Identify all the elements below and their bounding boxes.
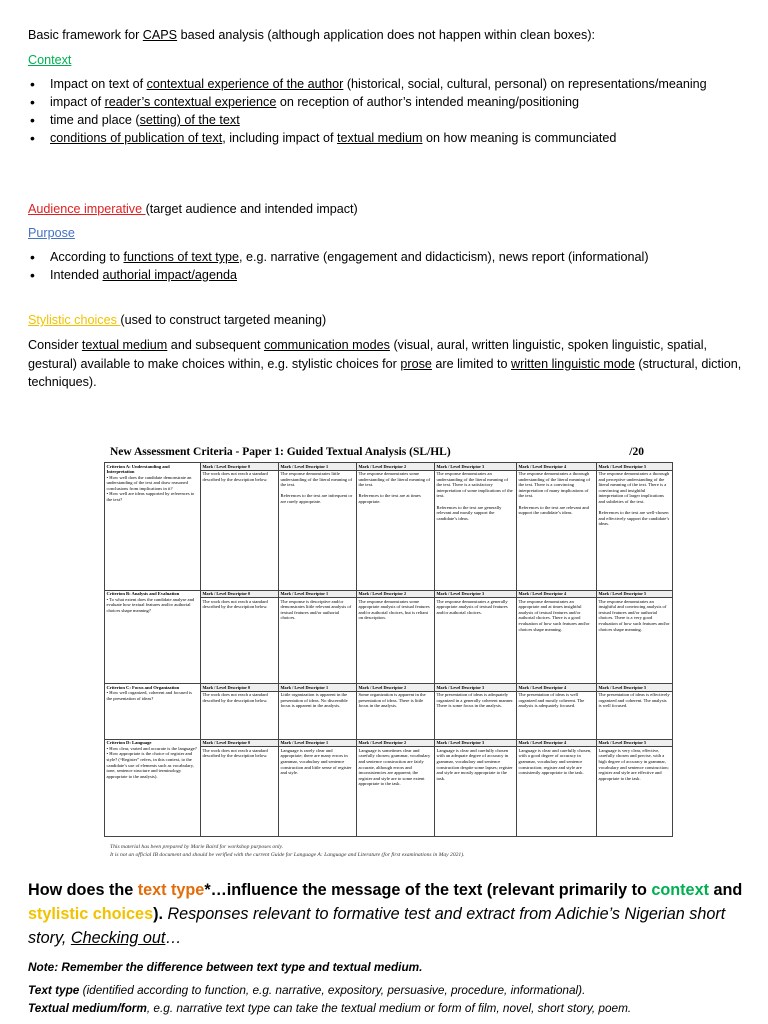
- criterion-questions: • How clear, varied and accurate is the language? • How appropriate is the choice of register and style? (“Register” refers, in this context, to the candidate’s use of elements such as vocabulary, tone, sentence structure and terminology appropriate to the analysis).: [106, 745, 197, 779]
- purpose-section: [28, 224, 748, 284]
- level-header: Mark / Level Descriptor 5: [597, 590, 673, 598]
- level-descriptor: The presentation of ideas is effectively organized and coherent. The analysis is well focused.: [597, 691, 673, 739]
- note-line: Note: Remember the difference between text type and textual medium.: [28, 960, 423, 974]
- criterion-cell: [105, 463, 201, 591]
- criterion-cell: [105, 684, 201, 740]
- context-section: [28, 51, 748, 147]
- criterion-title: Criterion C: Focus and Organization: [106, 684, 180, 690]
- criterion-questions: • How well does the candidate demonstrate an understanding of the text and draw reasoned conclusions from implications in it? • How well are ideas supported by references to the text?: [106, 474, 195, 503]
- audience-desc: (target audience and intended impact): [145, 202, 358, 216]
- level-descriptor: The response demonstrates an understanding of the literal meaning of the text. There is a satisfactory interpretation of some implications of the text. References to the text are generally relevant and mostly support the candidate’s ideas.: [435, 470, 517, 590]
- level-header: Mark / Level Descriptor 3: [435, 684, 517, 692]
- level-header: Mark / Level Descriptor 0: [201, 739, 279, 747]
- purpose-heading: Purpose: [28, 226, 75, 240]
- level-header: Mark / Level Descriptor 4: [517, 463, 597, 471]
- table-title: New Assessment Criteria - Paper 1: Guided Textual Analysis (SL/HL): [110, 446, 451, 458]
- level-descriptor: The response demonstrates a thorough understanding of the literal meaning of the text. There is a convincing interpretation of many implications of the text. References to the text are relevant and support the candidate’s ideas.: [517, 470, 597, 590]
- table-header-row: [105, 739, 673, 747]
- stylistic-highlight: stylistic choices: [28, 905, 154, 923]
- table-footnote-line-2: It is not an official IB document and should be verified with the current Guide for Language A: Language and Literature (for first examinations in May 2021).: [110, 852, 465, 859]
- level-header: Mark / Level Descriptor 1: [279, 739, 357, 747]
- level-descriptor: The response demonstrates some understanding of the literal meaning of the text. References to the text are at times appropriate.: [357, 470, 435, 590]
- level-descriptor: The response demonstrates an appropriate and at times insightful analysis of textual features and/or authorial choices. There is a good evaluation of how such features and/or choices shape meaning.: [517, 598, 597, 684]
- context-highlight: context: [651, 881, 709, 899]
- stylistic-paragraph: Consider textual medium and subsequent communication modes (visual, aural, written linguistic, spoken linguistic, spatial, gestural) available to make choices within, e.g. stylistic choices for prose are limited to written linguistic mode (structural, diction, techniques).: [28, 338, 742, 389]
- table-header-row: [105, 684, 673, 692]
- table-header-row: [105, 590, 673, 598]
- level-header: Mark / Level Descriptor 3: [435, 590, 517, 598]
- audience-heading: Audience imperative: [28, 202, 146, 216]
- criterion-questions: • How well organized, coherent and focused is the presentation of ideas?: [106, 690, 192, 701]
- criterion-cell: [105, 590, 201, 684]
- table-title-row: [104, 446, 672, 462]
- level-header: Mark / Level Descriptor 4: [517, 684, 597, 692]
- textual-medium-definition: Textual medium/form, e.g. narrative text type can take the textual medium or form of film, novel, short story, poem.: [28, 1001, 632, 1015]
- level-descriptor: The work does not reach a standard described by the description below.: [201, 470, 279, 590]
- framework-heading: [28, 26, 748, 44]
- level-descriptor: Language is clear and carefully chosen with an adequate degree of accuracy in grammar, vocabulary and sentence construction despite some lapses; register and style are mostly appropriate to the task.: [435, 747, 517, 837]
- level-header: Mark / Level Descriptor 5: [597, 463, 673, 471]
- list-item: • time and place (setting) of the text: [28, 111, 748, 129]
- level-header: Mark / Level Descriptor 5: [597, 684, 673, 692]
- level-descriptor: The work does not reach a standard described by the description below.: [201, 747, 279, 837]
- level-header: Mark / Level Descriptor 0: [201, 684, 279, 692]
- stylistic-desc: (used to construct targeted meaning): [120, 313, 327, 327]
- table-footnote: [104, 843, 672, 859]
- level-descriptor: The response demonstrates a thorough and perceptive understanding of the literal meaning of the text. There is a convincing and insightful interpretation of larger implications and subtleties of the text. References to the text are well-chosen and effectively support the candidate’s ideas.: [597, 470, 673, 590]
- level-descriptor: The work does not reach a standard described by the description below.: [201, 598, 279, 684]
- level-descriptor: Little organization is apparent in the presentation of ideas. No discernible focus is apparent in the analysis.: [279, 691, 357, 739]
- story-title: Checking out: [70, 929, 166, 947]
- table-total: /20: [629, 446, 644, 458]
- level-header: Mark / Level Descriptor 0: [201, 463, 279, 471]
- level-header: Mark / Level Descriptor 5: [597, 739, 673, 747]
- level-descriptor: The response demonstrates little understanding of the literal meaning of the text. References to the text are infrequent or are rarely appropriate.: [279, 470, 357, 590]
- level-header: Mark / Level Descriptor 3: [435, 463, 517, 471]
- notes-section: [28, 958, 754, 1017]
- level-descriptor: Language is clear and carefully chosen, with a good degree of accuracy in grammar, vocabulary and sentence construction; register and style are consistently appropriate to the task.: [517, 747, 597, 837]
- guiding-question: How does the text type*…influence the message of the text (relevant primarily to context and stylistic choices). Responses relevant to formative test and extract from Adichie’s Nigerian short story, Checking out…: [28, 881, 743, 947]
- context-heading: Context: [28, 53, 72, 67]
- level-descriptor: The response demonstrates an insightful and convincing analysis of textual features and/or authorial choices. There is a very good evaluation of how such features and/or choices shape meaning.: [597, 598, 673, 684]
- level-descriptor: The response is descriptive and/or demonstrates little relevant analysis of textual features and/or authorial choices.: [279, 598, 357, 684]
- stylistic-heading: Stylistic choices: [28, 313, 121, 327]
- caps-term: CAPS: [142, 28, 178, 42]
- level-descriptor: The work does not reach a standard described by the description below.: [201, 691, 279, 739]
- list-item: • Intended authorial impact/agenda: [28, 266, 748, 284]
- table-footnote-line-1: This material has been prepared by Marie Baird for workshop purposes only.: [110, 844, 284, 851]
- list-item: • Impact on text of contextual experience of the author (historical, social, cultural, personal) on representations/meaning: [28, 75, 748, 93]
- list-item: • impact of reader’s contextual experience on reception of author’s intended meaning/positioning: [28, 93, 748, 111]
- purpose-list: [28, 248, 748, 284]
- text-type-definition: Text type (identified according to function, e.g. narrative, expository, persuasive, procedure, informational).: [28, 983, 586, 997]
- level-header: Mark / Level Descriptor 1: [279, 590, 357, 598]
- stylistic-line: [28, 311, 748, 329]
- list-item: • According to functions of text type, e.g. narrative (engagement and didacticism), news report (informational): [28, 248, 748, 266]
- table-header-row: [105, 463, 673, 471]
- level-header: Mark / Level Descriptor 4: [517, 739, 597, 747]
- level-header: Mark / Level Descriptor 1: [279, 684, 357, 692]
- level-header: Mark / Level Descriptor 0: [201, 590, 279, 598]
- level-descriptor: Language is very clear, effective, carefully chosen and precise, with a high degree of accuracy in grammar, vocabulary and sentence construction; register and style are effective and appropriate to the task.: [597, 747, 673, 837]
- criterion-title: Criterion A: Understanding and Interpretation: [106, 463, 170, 475]
- list-item: • conditions of publication of text, including impact of textual medium on how meaning is communciated: [28, 129, 748, 147]
- criterion-title: Criterion B: Analysis and Evaluation: [106, 591, 180, 597]
- level-header: Mark / Level Descriptor 2: [357, 684, 435, 692]
- level-descriptor: The presentation of ideas is adequately organized in a generally coherent manner. There is some focus in the analysis.: [435, 691, 517, 739]
- assessment-table: [104, 462, 673, 837]
- level-header: Mark / Level Descriptor 4: [517, 590, 597, 598]
- heading-text: Basic framework for: [28, 28, 143, 42]
- audience-line: [28, 200, 748, 218]
- level-descriptor: Language is rarely clear and appropriate; there are many errors in grammar, vocabulary and sentence construction and little sense of register and style.: [279, 747, 357, 837]
- level-header: Mark / Level Descriptor 2: [357, 590, 435, 598]
- criterion-title: Criterion D: Language: [106, 740, 152, 746]
- level-header: Mark / Level Descriptor 3: [435, 739, 517, 747]
- level-descriptor: The response demonstrates a generally appropriate analysis of textual features and/or authorial choices.: [435, 598, 517, 684]
- context-list: [28, 75, 748, 147]
- heading-text-rest: based analysis (although application does not happen within clean boxes):: [177, 28, 596, 42]
- level-header: Mark / Level Descriptor 2: [357, 739, 435, 747]
- level-descriptor: Some organization is apparent in the presentation of ideas. There is little focus in the analysis.: [357, 691, 435, 739]
- criterion-questions: • To what extent does the candidate analyse and evaluate how textual features and/or authorial choices shape meaning?: [106, 596, 195, 613]
- criterion-cell: [105, 739, 201, 837]
- assessment-criteria-table-image: [104, 446, 672, 859]
- level-descriptor: The presentation of ideas is well organized and mostly coherent. The analysis is adequately focused.: [517, 691, 597, 739]
- level-descriptor: Language is sometimes clear and carefully chosen; grammar, vocabulary and sentence construction are fairly accurate, although errors and inconsistencies are apparent; the register and style are to some extent appropriate to the task.: [357, 747, 435, 837]
- level-descriptor: The response demonstrates some appropriate analysis of textual features and/or authorial choices, but is reliant on description.: [357, 598, 435, 684]
- text-type-highlight: text type: [137, 881, 205, 899]
- level-header: Mark / Level Descriptor 1: [279, 463, 357, 471]
- level-header: Mark / Level Descriptor 2: [357, 463, 435, 471]
